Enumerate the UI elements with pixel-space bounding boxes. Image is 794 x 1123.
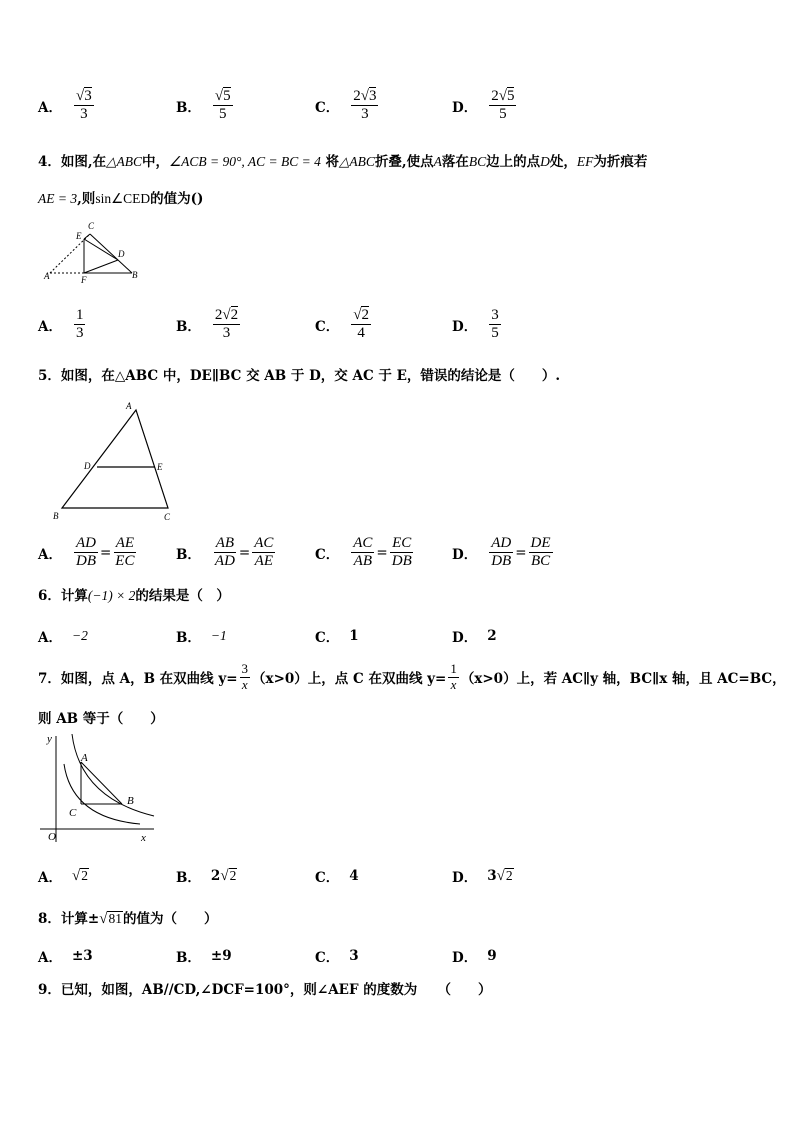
label-e: E [76,231,82,241]
option-label: A． [38,546,62,563]
text: （x>0）上，若 AC∥y 轴，BC∥x 轴，且 AC=BC， [460,671,786,688]
option-label: B． [176,99,201,116]
sqrt: √ 81 [99,911,122,927]
q5-question: 5．如图，在△ABC 中，DE∥BC 交 AB 于 D，交 AC 于 E，错误的结论是（ ）. [38,368,561,384]
option-label: C． [315,99,340,116]
fraction: $\frac{√5}{5}$ [214,88,231,123]
q4-question-line1 [38,150,647,170]
q5-figure [46,398,186,524]
fraction: $\frac{1}{x}$ [450,661,457,692]
fraction: $\frac{2√3}{3}$ [353,88,377,123]
math: △ABC [106,154,142,169]
label-x: x [141,832,146,844]
radical-sign: √ [360,88,369,104]
q8-option-b [176,946,232,966]
fraction: $\frac{AB}{AD}$ [214,535,235,570]
option-label: C． [315,630,340,646]
label-y: y [47,733,52,745]
option-label: A． [38,950,62,966]
fraction: $\frac{AC}{AE}$ [254,535,274,570]
segment-ed [84,239,118,260]
label-c: C [88,221,95,231]
text: 将 [325,154,340,170]
fraction: $\frac{√2}{4}$ [353,307,369,342]
sqrt: √ 2 [220,867,237,884]
q4-option-b [176,307,242,343]
option-label: C． [315,546,340,563]
label-d: D [118,249,125,259]
segment-fd [84,260,118,273]
option-label: D． [452,870,478,886]
option-label: C． [315,318,340,335]
radical-sign: √ [214,88,224,104]
q5-option-b [176,535,277,571]
math: AE = 3 [38,191,78,206]
label-b: B [132,270,138,280]
label-a: A [81,752,88,764]
label-o: O [48,831,56,843]
option-label: C． [315,870,340,886]
q3-option-b [176,88,235,124]
q4-option-d [452,307,503,343]
q8-option-a [38,946,93,966]
label-b: B [53,511,59,521]
equals: = [515,544,527,561]
option-label: C． [315,950,340,966]
option-value: −1 [210,628,227,643]
option-label: A． [38,870,62,886]
q7-question-line1 [38,662,786,693]
option-label: B． [176,630,201,646]
q6-option-b [176,626,227,646]
fraction: $\frac{3}{5}$ [491,307,499,342]
fraction: $\frac{2√5}{5}$ [491,88,515,123]
q7-figure [36,730,158,846]
fraction: $\frac{2√2}{3}$ [214,307,239,342]
option-label: D． [452,950,478,966]
fraction: $\frac{AE}{EC}$ [115,535,135,570]
fraction: $\frac{3}{x}$ [241,661,249,692]
fraction: $\frac{AC}{AB}$ [353,535,373,570]
equals: = [99,544,112,561]
option-value: 1 [349,628,359,644]
fraction: $\frac{AD}{DB}$ [75,535,96,570]
fraction: $\frac{DE}{BC}$ [530,535,551,570]
option-label: D． [452,318,478,335]
text: ,则 [77,191,96,207]
text: 7．如图，点 A，B 在双曲线 y= [38,671,238,688]
q6-question [38,584,230,604]
q9-question: 9．已知，如图，AB//CD,∠DCF=100°，则∠AEF 的度数为 （ ） [38,982,492,998]
q5-option-a [38,535,138,571]
q3-option-c [315,88,380,124]
text: 折叠,使点 [374,154,434,170]
q4-figure [36,220,146,284]
q7-option-c [315,866,359,886]
option-value: −2 [71,628,88,643]
question-number: 4． [38,154,61,170]
q6-option-c [315,626,359,646]
option-label: D． [452,630,478,646]
option-label: B． [176,546,201,563]
radical-sign: √ [222,307,231,323]
fraction: $\frac{AD}{DB}$ [491,535,512,570]
math: BC [468,154,487,169]
option-value: 4 [349,868,359,884]
q3-option-d [452,88,518,124]
text: 中， [142,154,169,170]
radicand: 3 [368,88,377,104]
q5-option-d [452,535,555,571]
text: （x>0）上，点 C 在双曲线 y= [252,671,447,688]
text: 落在 [441,154,469,170]
side-cb [90,234,132,273]
q7-question-line2: 则 AB 等于（ ） [38,711,164,727]
math: D [540,154,550,169]
option-label: B． [176,870,201,886]
text: 8．计算± [38,911,100,927]
label-d: D [84,461,91,471]
option-value: 2 [487,628,497,644]
radical-sign: √ [75,88,85,104]
option-value: ±9 [210,948,232,964]
math: EF [576,154,594,169]
label-c: C [164,512,171,522]
text: 的值为() [150,191,204,207]
text: 边上的点 [486,154,541,170]
option-label: A． [38,99,62,116]
radicand: 5 [223,88,231,104]
math: A [433,154,442,169]
q4-question-line2 [38,187,203,207]
math: △ABC [339,154,375,169]
label-f: F [81,275,87,284]
fraction: $\frac{√3}{3}$ [75,88,92,123]
radicand: 2 [230,307,239,323]
option-label: B． [176,950,201,966]
q7-option-b [176,866,237,886]
option-label: A． [38,318,62,335]
option-label: D． [452,546,478,563]
text: 6．计算 [38,588,88,604]
option-value: 3 [349,948,359,964]
q3-option-a [38,88,96,124]
text: 如图,在 [60,154,107,170]
sqrt: √ 2 [496,867,513,884]
math: (−1) × 2 [87,588,136,603]
fraction: $\frac{EC}{DB}$ [391,535,412,570]
radicand: 3 [84,88,92,104]
text: 的结果是（ ） [135,588,230,604]
q4-option-c [315,307,373,343]
side-ec [84,234,90,239]
fraction: $\frac{1}{3}$ [75,307,84,342]
equals: = [376,544,388,561]
label-b: B [127,795,134,807]
q4-option-a [38,307,87,343]
radicand: 5 [506,88,515,104]
q8-option-d [452,946,497,966]
option-label: B． [176,318,201,335]
math: sin∠CED [95,191,151,206]
segment-ab [81,762,122,804]
label-a: A [44,271,50,281]
radical-sign: √ [498,88,507,104]
label-c: C [69,807,77,819]
option-value: 9 [487,948,497,964]
q5-option-c [315,535,416,571]
coefficient: 2 [210,868,221,884]
triangle-abc [62,410,168,508]
text: 的值为（ ） [122,911,218,927]
q7-option-d [452,866,514,886]
radical-sign: √ [353,307,362,323]
text: 为折痕若 [593,154,648,170]
label-a: A [126,401,132,411]
equals: = [238,544,251,561]
q6-option-d [452,626,497,646]
q8-option-c [315,946,359,966]
text: 处， [549,154,577,170]
option-label: D． [452,99,478,116]
math: ∠ACB = 90°, AC = BC = 4 [169,154,321,169]
q7-option-a [38,866,89,886]
option-value: ±3 [71,948,93,964]
q6-option-a [38,626,88,646]
q8-question [38,907,217,927]
label-e: E [157,462,163,472]
radicand: 2 [361,307,369,323]
coefficient: 3 [487,868,497,884]
sqrt: √ 2 [71,867,88,884]
option-label: A． [38,630,62,646]
